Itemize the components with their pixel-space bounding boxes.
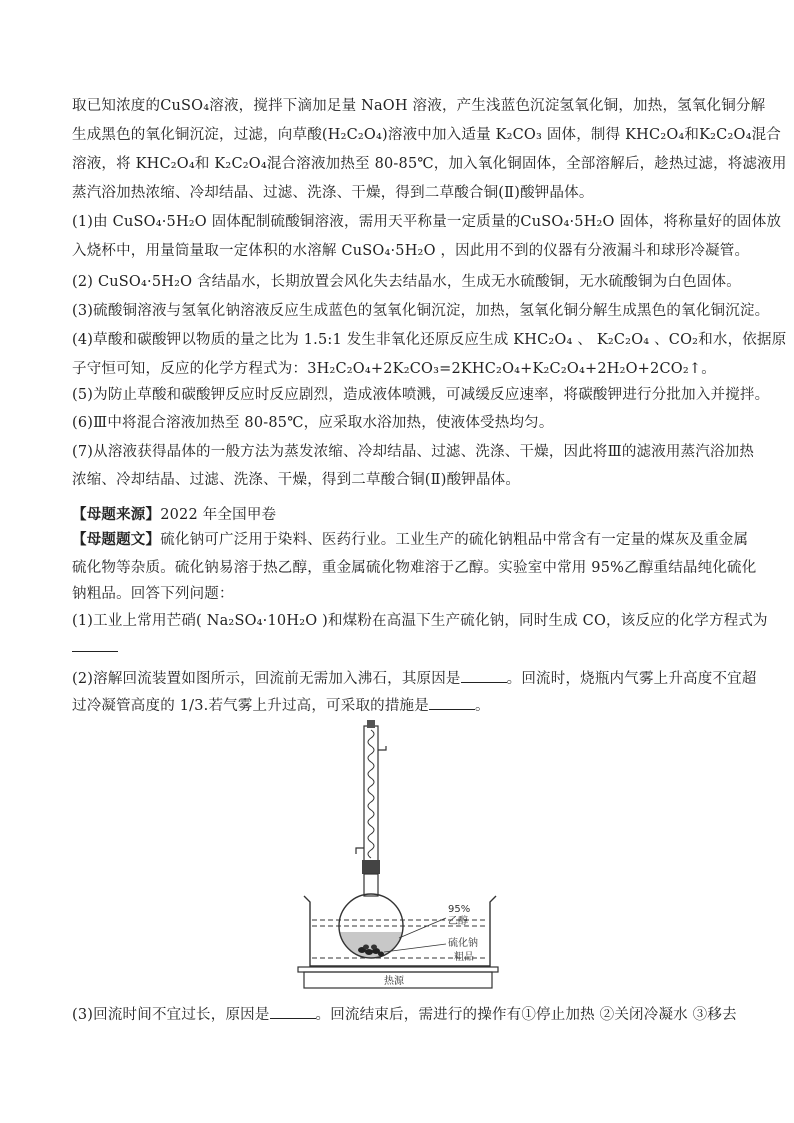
source-label: 【母题来源】 (72, 506, 161, 523)
heat-source-label: 热源 (384, 976, 404, 987)
answer-line: 子守恒可知，反应的化学方程式为：3H₂C₂O₄+2K₂CO₃=2KHC₂O₄+K₂C₂O₄+2H₂O+2CO₂↑。 (72, 361, 716, 377)
answer-line: 入烧杯中，用量筒量取一定体积的水溶解 CuSO₄·5H₂O ，因此用不到的仪器有分液漏斗和球形冷凝管。 (72, 243, 750, 259)
answer-blank[interactable] (270, 1004, 316, 1019)
ethanol-leader-line (399, 918, 446, 938)
intro-line: 蒸汽浴加热浓缩、冷却结晶、过滤、洗涤、干燥，得到二草酸合铜(Ⅱ)酸钾晶体。 (72, 185, 594, 201)
q3-text: 。回流结束后，需进行的操作有①停止加热 ②关闭冷凝水 ③移去 (315, 1007, 737, 1023)
q2-text: 。 (474, 698, 490, 714)
q2-line (72, 692, 724, 721)
condenser-top (367, 720, 375, 728)
answer-line: 浓缩、冷却结晶、过滤、洗涤、干燥，得到二草酸合铜(Ⅱ)酸钾晶体。 (72, 472, 521, 488)
ethanol-percent-label: 95% (448, 904, 471, 915)
answer-line: (1)由 CuSO₄·5H₂O 固体配制硫酸铜溶液，需用天平称量一定质量的CuSO₄·5H₂O 固体，将称量好的固体放 (72, 214, 782, 230)
intro-line: 生成黑色的氧化铜沉淀，过滤，向草酸(H₂C₂O₄)溶液中加入适量 K₂CO₃ 固体，制得 KHC₂O₄和K₂C₂O₄混合 (72, 127, 781, 143)
answer-blank[interactable] (461, 668, 507, 683)
q3-text: (3)回流时间不宜过长，原因是 (72, 1007, 270, 1023)
question-label: 【母题题文】 (72, 531, 161, 548)
answer-line: (6)Ⅲ中将混合溶液加热至 80-85℃，应采取水浴加热，使液体受热均匀。 (72, 415, 554, 431)
answer-blank[interactable] (429, 695, 475, 710)
condenser-outlet (378, 746, 386, 750)
question-line: 钠粗品。回答下列问题： (72, 586, 234, 602)
heat-source-plate (298, 967, 498, 972)
question-text: 硫化钠可广泛用于染料、医药行业。工业生产的硫化钠粗品中常含有一定量的煤灰及重金属 (160, 532, 749, 548)
answer-line: (3)硫酸铜溶液与氢氧化钠溶液反应生成蓝色的氢氧化铜沉淀，加热，氢氧化铜分解生成黑色的氧化铜沉淀。 (72, 303, 770, 319)
sample-label: 粗品 (454, 952, 474, 963)
q3-line (72, 1001, 737, 1030)
intro-line: 溶液，将 KHC₂O₄和 K₂C₂O₄混合溶液加热至 80-85℃，加入氧化铜固体，全部溶解后，趁热过滤，将滤液用 (72, 156, 787, 172)
answer-line: (5)为防止草酸和碳酸钾反应时反应剧烈，造成液体喷溅，可减缓反应速率，将碳酸钾进行分批加入并搅拌。 (72, 387, 770, 403)
flask-neck (364, 874, 378, 896)
q2-text: 。回流时，烧瓶内气雾上升高度不宜超 (506, 671, 757, 687)
q2-text: 过冷凝管高度的 1/3.若气雾上升过高，可采取的措施是 (72, 698, 429, 714)
question-line: 硫化物等杂质。硫化钠易溶于热乙醇，重金属硫化物难溶于乙醇。实验室中常用 95%乙醇重结晶纯化硫化 (72, 560, 757, 576)
reflux-apparatus-figure (296, 720, 506, 995)
answer-line: (7)从溶液获得晶体的一般方法为蒸发浓缩、冷却结晶、过滤、洗涤、干燥，因此将Ⅲ的滤液用蒸汽浴加热 (72, 444, 755, 460)
ethanol-label: 乙醇 (448, 916, 468, 927)
stopper (362, 860, 380, 874)
source-text: 2022 年全国甲卷 (160, 507, 277, 523)
condenser-inlet (356, 848, 364, 854)
q2-text: (2)溶解回流装置如图所示，回流前无需加入沸石，其原因是 (72, 671, 461, 687)
answer-line: (4)草酸和碳酸钾以物质的量之比为 1.5:1 发生非氧化还原反应生成 KHC₂O₄ 、 K₂C₂O₄ 、CO₂和水，依据原 (72, 332, 787, 348)
sample-label: 硫化钠 (448, 938, 478, 949)
answer-line: (2) CuSO₄·5H₂O 含结晶水，长期放置会风化失去结晶水，生成无水硫酸铜，无水硫酸铜为白色固体。 (72, 274, 741, 290)
answer-blank[interactable] (72, 637, 118, 652)
intro-line: 取已知浓度的CuSO₄溶液，搅拌下滴加足量 NaOH 溶液，产生浅蓝色沉淀氢氧化铜，加热，氢氧化铜分解 (72, 98, 766, 114)
q1-line: (1)工业上常用芒硝( Na₂SO₄·10H₂O )和煤粉在高温下生产硫化钠，同时生成 CO，该反应的化学方程式为 (72, 613, 768, 629)
q2-line (72, 665, 757, 694)
condenser-coil (368, 730, 374, 858)
q1-answer-blank-line (72, 634, 724, 663)
question-line (72, 525, 749, 555)
